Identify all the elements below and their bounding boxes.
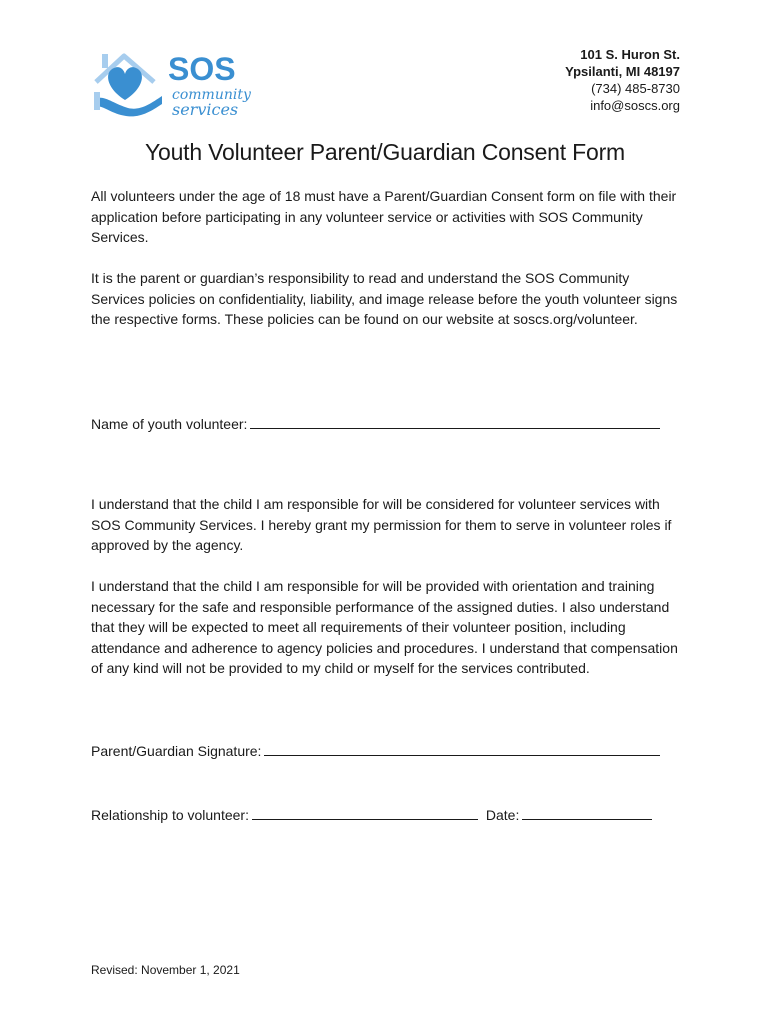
relationship-date-row: [91, 805, 652, 823]
intro-paragraph-1: All volunteers under the age of 18 must have a Parent/Guardian Consent form on file with their application before participating in any volunteer service or activities with SOS Community Services.: [91, 188, 677, 246]
date-label: Date:: [485, 807, 520, 823]
logo-line2: services: [172, 100, 239, 119]
form-title: Youth Volunteer Parent/Guardian Consent Form: [144, 139, 626, 165]
youth-name-field: [91, 414, 660, 432]
sos-logo: [92, 46, 252, 120]
consent-paragraph-1: I understand that the child I am responsible for will be considered for volunteer services with SOS Community Services. I hereby grant my permission for them to serve in volunteer roles if approved by the agency.: [91, 496, 672, 554]
logo-line1: community: [172, 87, 251, 103]
youth-name-input[interactable]: [250, 414, 660, 429]
relationship-input[interactable]: [252, 805, 478, 820]
logo-brand: SOS: [168, 51, 236, 87]
signature-input[interactable]: [264, 741, 660, 756]
date-input[interactable]: [522, 805, 652, 820]
revised-date: Revised: November 1, 2021: [91, 963, 240, 977]
signature-field: [91, 741, 660, 759]
address-email: info@soscs.org: [590, 98, 680, 113]
address-city: Ypsilanti, MI 48197: [565, 64, 680, 79]
address-phone: (734) 485-8730: [591, 81, 680, 96]
youth-name-label: Name of youth volunteer:: [91, 416, 248, 432]
signature-label: Parent/Guardian Signature:: [91, 743, 262, 759]
heart-house-hands-logo-icon: [92, 46, 252, 120]
intro-paragraph-2: It is the parent or guardian’s responsibility to read and understand the SOS Community Services policies on confidentiality, liability, and image release before the youth volunteer signs the respective forms. These policies can be found on our website at soscs.org/volunteer.: [91, 270, 678, 328]
address-street: 101 S. Huron St.: [580, 47, 680, 62]
relationship-label: Relationship to volunteer:: [91, 807, 249, 823]
consent-paragraph-2: I understand that the child I am responsible for will be provided with orientation and training necessary for the safe and responsible performance of the assigned duties. I also understand that they will be expected to meet all requirements of their volunteer position, including attendance and adherence to agency policies and procedures. I understand that compensation of any kind will not be provided to my child or myself for the services contributed.: [91, 578, 678, 677]
organization-address: [565, 46, 680, 114]
